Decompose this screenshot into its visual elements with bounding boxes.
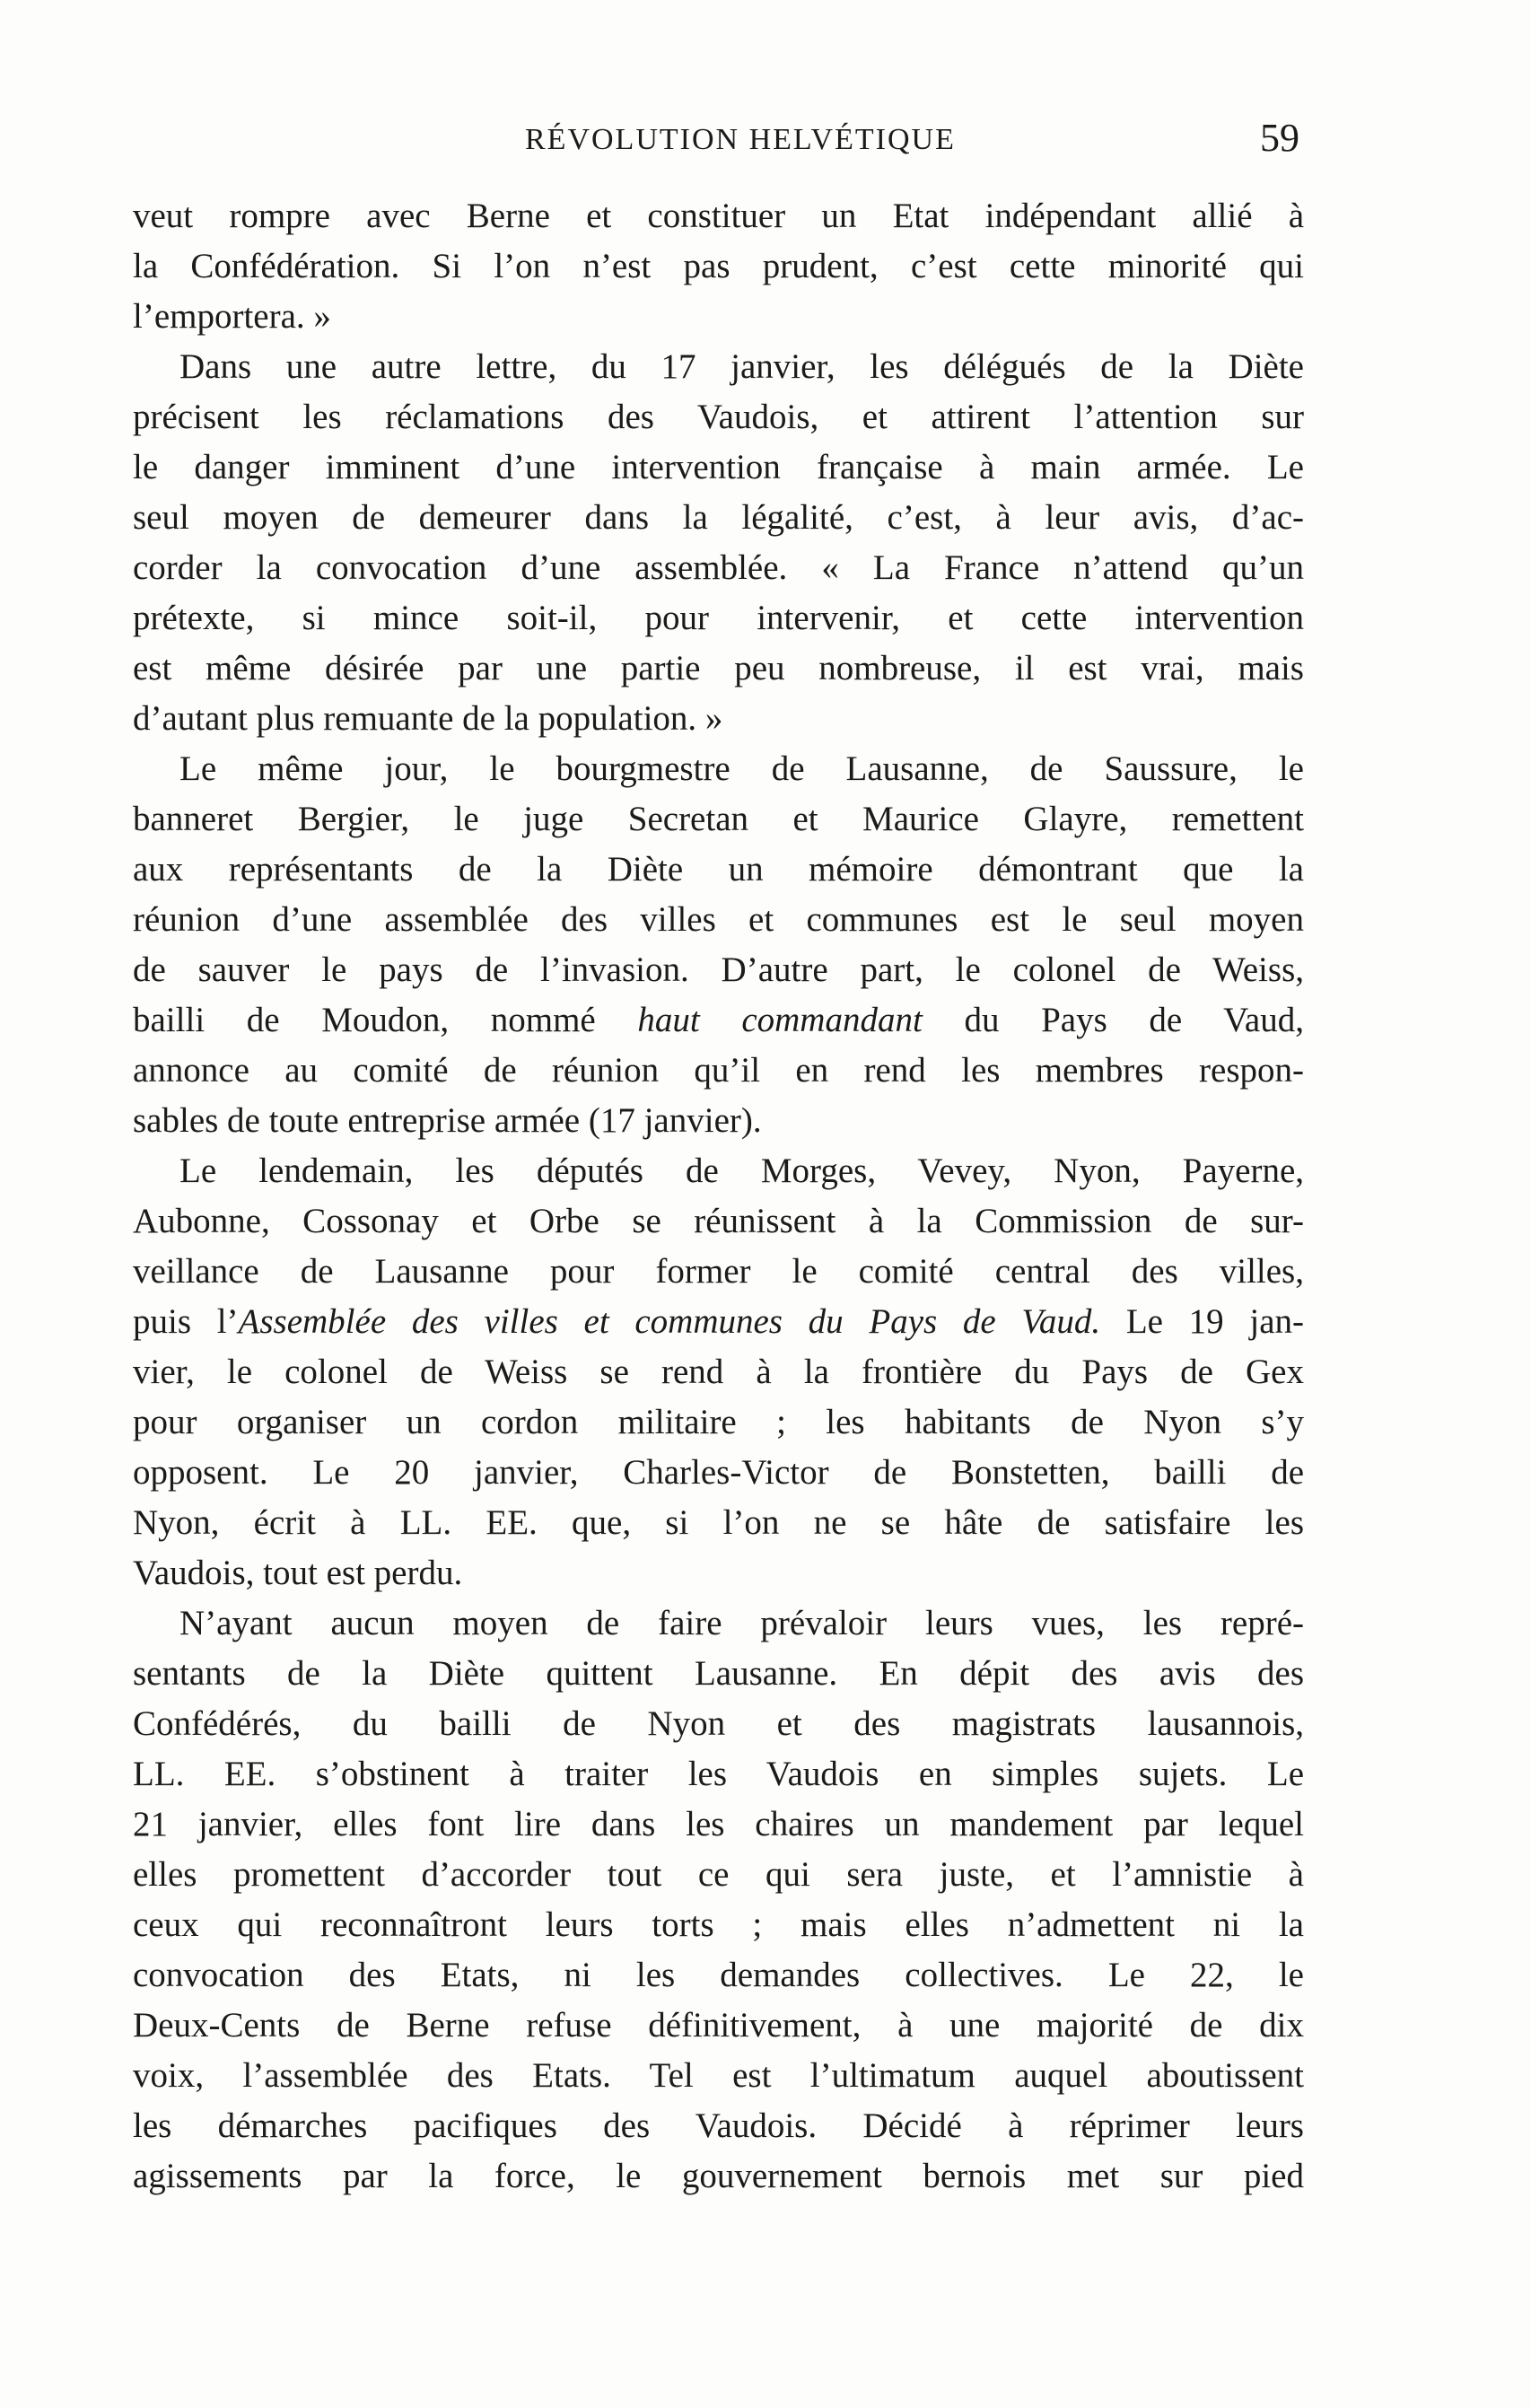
- text-span: Le 19 jan-: [1100, 1302, 1304, 1341]
- text-line: elles promettent d’accorder tout ce qui sera juste, et l’amnistie à: [133, 1855, 1304, 1894]
- text-line: veut rompre avec Berne et constituer un Etat indépendant allié à: [133, 197, 1304, 235]
- text-line: l’emportera. »: [133, 297, 331, 336]
- text-line: la Confédération. Si l’on n’est pas prudent, c’est cette minorité qui: [133, 247, 1304, 285]
- text-line: précisent les réclamations des Vaudois, et attirent l’attention sur: [133, 398, 1304, 436]
- text-line: seul moyen de demeurer dans la légalité, c’est, à leur avis, d’ac-: [133, 498, 1304, 537]
- text-line: pour organiser un cordon militaire ; les habitants de Nyon s’y: [133, 1403, 1304, 1441]
- text-line: voix, l’assemblée des Etats. Tel est l’ultimatum auquel aboutissent: [133, 2056, 1304, 2095]
- text-line: vier, le colonel de Weiss se rend à la frontière du Pays de Gex: [133, 1353, 1304, 1391]
- text-line: corder la convocation d’une assemblée. « La France n’attend qu’un: [133, 548, 1304, 587]
- text-line: les démarches pacifiques des Vaudois. Décidé à réprimer leurs: [133, 2106, 1304, 2145]
- text-line: 21 janvier, elles font lire dans les chaires un mandement par lequel: [133, 1805, 1304, 1843]
- text-line: veillance de Lausanne pour former le comité central des villes,: [133, 1252, 1304, 1291]
- text-line: de sauver le pays de l’invasion. D’autre part, le colonel de Weiss,: [133, 950, 1304, 989]
- page-number: 59: [1260, 116, 1299, 160]
- text-line: annonce au comité de réunion qu’il en rend les membres respon-: [133, 1051, 1304, 1090]
- text-line: agissements par la force, le gouvernement bernois met sur pied: [133, 2157, 1304, 2195]
- text-line: Deux-Cents de Berne refuse définitivement, à une majorité de dix: [133, 2006, 1304, 2045]
- text-line: sentants de la Diète quittent Lausanne. En dépit des avis des: [133, 1654, 1304, 1693]
- text-line: opposent. Le 20 janvier, Charles-Victor de Bonstetten, bailli de: [133, 1453, 1304, 1492]
- text-line: Vaudois, tout est perdu.: [133, 1554, 463, 1592]
- text-line: [133, 995, 1304, 1046]
- text-line: aux représentants de la Diète un mémoire démontrant que la: [133, 850, 1304, 889]
- running-title: RÉVOLUTION HELVÉTIQUE: [525, 123, 956, 156]
- text-line: prétexte, si mince soit-il, pour intervenir, et cette intervention: [133, 599, 1304, 637]
- italic-text: Assemblée des villes et communes du Pays de Vaud.: [238, 1302, 1101, 1341]
- text-span: puis l’: [133, 1302, 239, 1341]
- text-line: ceux qui reconnaîtront leurs torts ; mais elles n’admettent ni la: [133, 1905, 1304, 1944]
- text-line: est même désirée par une partie peu nombreuse, il est vrai, mais: [133, 649, 1304, 687]
- text-line: N’ayant aucun moyen de faire prévaloir leurs vues, les repré-: [179, 1604, 1304, 1642]
- text-line: LL. EE. s’obstinent à traiter les Vaudois en simples sujets. Le: [133, 1755, 1304, 1793]
- text-line: sables de toute entreprise armée (17 janvier).: [133, 1101, 762, 1140]
- text-line: le danger imminent d’une intervention française à main armée. Le: [133, 448, 1304, 486]
- text-span: bailli de Moudon, nommé: [133, 1001, 638, 1039]
- text-span: du Pays de Vaud,: [922, 1001, 1304, 1039]
- text-line: [133, 1297, 1304, 1347]
- text-line: Nyon, écrit à LL. EE. que, si l’on ne se hâte de satisfaire les: [133, 1503, 1304, 1542]
- text-line: d’autant plus remuante de la population. »: [133, 699, 723, 738]
- italic-text: haut commandant: [637, 1001, 923, 1039]
- text-line: Dans une autre lettre, du 17 janvier, les délégués de la Diète: [179, 347, 1304, 386]
- text-line: Le même jour, le bourgmestre de Lausanne, de Saussure, le: [179, 749, 1304, 788]
- text-line: convocation des Etats, ni les demandes collectives. Le 22, le: [133, 1956, 1304, 1994]
- text-line: réunion d’une assemblée des villes et communes est le seul moyen: [133, 900, 1304, 939]
- text-line: Le lendemain, les députés de Morges, Vevey, Nyon, Payerne,: [179, 1151, 1304, 1190]
- text-line: Confédérés, du bailli de Nyon et des magistrats lausannois,: [133, 1704, 1304, 1743]
- text-line: Aubonne, Cossonay et Orbe se réunissent à la Commission de sur-: [133, 1202, 1304, 1240]
- text-line: banneret Bergier, le juge Secretan et Maurice Glayre, remettent: [133, 800, 1304, 838]
